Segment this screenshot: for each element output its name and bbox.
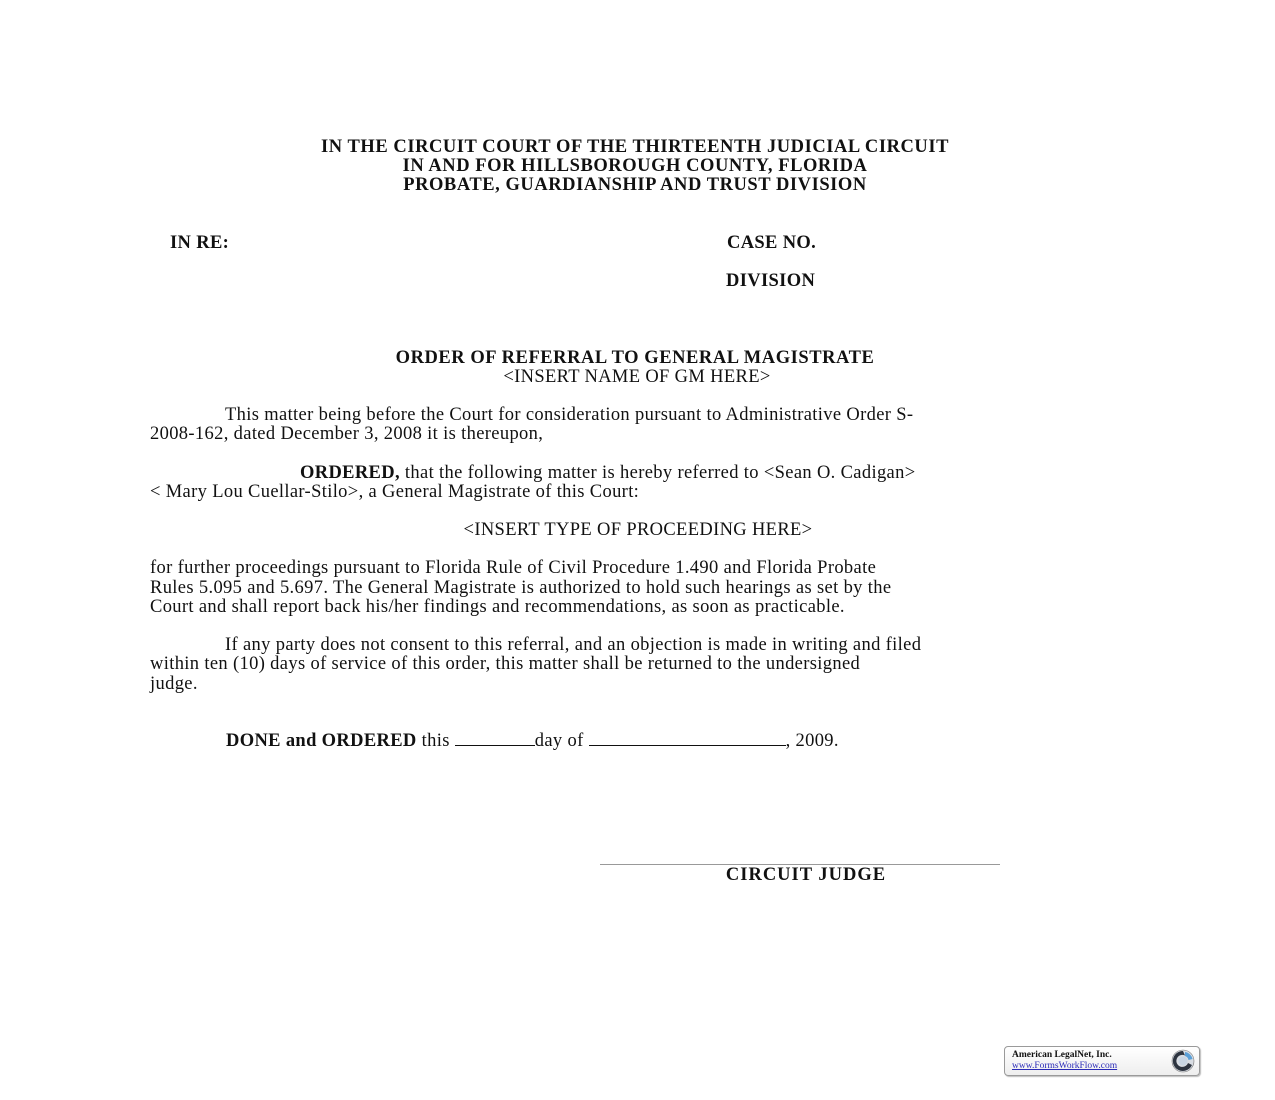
paragraph-2-line-1-text: that the following matter is hereby referred to <Sean O. Cadigan> [399, 463, 916, 483]
done-and-ordered-keyword: DONE and ORDERED [226, 731, 417, 751]
badge-url-link[interactable]: www.FormsWorkFlow.com [1012, 1061, 1118, 1071]
paragraph-2-line-1 [300, 463, 916, 484]
division-label: DIVISION [726, 271, 816, 291]
year-text: , 2009. [785, 731, 839, 751]
proceeding-type-placeholder: <INSERT TYPE OF PROCEEDING HERE> [463, 520, 813, 540]
american-legalnet-badge[interactable] [1004, 1046, 1200, 1076]
court-header-line-3: PROBATE, GUARDIANSHIP AND TRUST DIVISION [403, 175, 867, 195]
in-re-label: IN RE: [170, 233, 230, 253]
done-and-ordered-line [226, 731, 839, 752]
day-of-text: day of [534, 731, 589, 751]
paragraph-4-line-3: judge. [150, 674, 198, 694]
paragraph-3-line-3: Court and shall report back his/her findings and recommendations, as soon as practicable. [150, 597, 845, 617]
paragraph-3-line-2: Rules 5.095 and 5.697. The General Magistrate is authorized to hold such hearings as set by the [150, 578, 892, 598]
paragraph-3-line-1: for further proceedings pursuant to Florida Rule of Civil Procedure 1.490 and Florida Probate [150, 558, 877, 578]
done-this-text: this [416, 731, 455, 751]
month-blank-field[interactable] [589, 731, 786, 746]
paragraph-1-line-1: This matter being before the Court for consideration pursuant to Administrative Order S- [225, 405, 914, 425]
order-title: ORDER OF REFERRAL TO GENERAL MAGISTRATE [395, 348, 875, 368]
paragraph-2-line-2: < Mary Lou Cuellar-Stilo>, a General Magistrate of this Court: [150, 482, 640, 502]
paragraph-1-line-2: 2008-162, dated December 3, 2008 it is thereupon, [150, 424, 544, 444]
paragraph-4-line-1: If any party does not consent to this referral, and an objection is made in writing and filed [225, 635, 922, 655]
court-header-line-1: IN THE CIRCUIT COURT OF THE THIRTEENTH JUDICIAL CIRCUIT [321, 137, 949, 157]
circuit-judge-label: CIRCUIT JUDGE [725, 865, 887, 885]
day-blank-field[interactable] [455, 731, 535, 746]
badge-company-name: American LegalNet, Inc. [1012, 1050, 1112, 1060]
gm-name-placeholder: <INSERT NAME OF GM HERE> [503, 367, 771, 387]
court-header-line-2: IN AND FOR HILLSBOROUGH COUNTY, FLORIDA [402, 156, 868, 176]
ordered-keyword: ORDERED, [300, 463, 400, 483]
globe-logo-icon [1171, 1049, 1195, 1073]
paragraph-4-line-2: within ten (10) days of service of this order, this matter shall be returned to the undersigned [150, 654, 861, 674]
case-number-label: CASE NO. [727, 233, 817, 253]
